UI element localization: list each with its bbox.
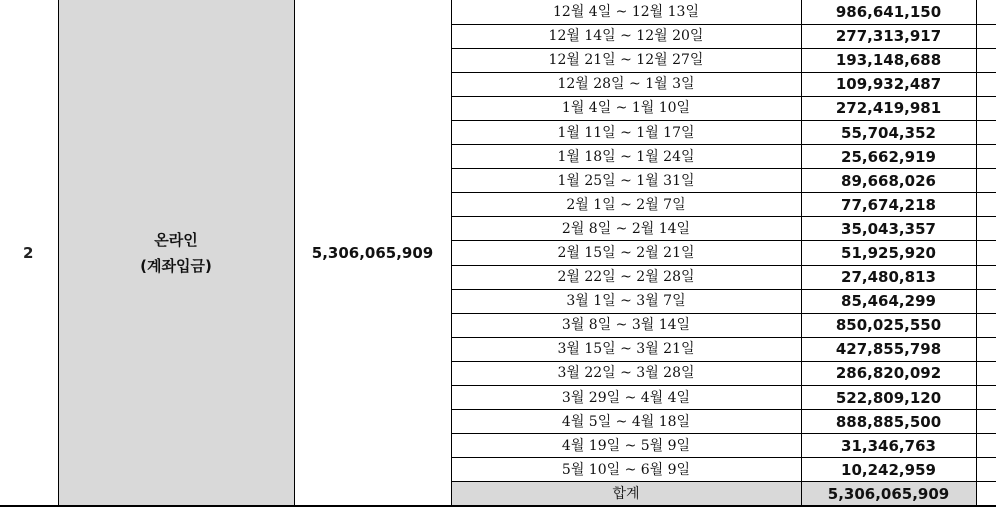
group-total-cell: 5,306,065,909: [294, 0, 451, 506]
period-cell: 3월 29일 ~ 4월 4일: [451, 386, 801, 410]
amount-cell: 109,932,487: [801, 72, 976, 96]
amount-cell: 272,419,981: [801, 96, 976, 120]
amount-cell: 51,925,920: [801, 241, 976, 265]
period-cell: 2월 8일 ~ 2월 14일: [451, 217, 801, 241]
period-cell: 1월 4일 ~ 1월 10일: [451, 96, 801, 120]
period-cell: 12월 28일 ~ 1월 3일: [451, 72, 801, 96]
period-cell: 4월 19일 ~ 5월 9일: [451, 434, 801, 458]
blank-cell: [976, 169, 996, 193]
amount-cell: 888,885,500: [801, 410, 976, 434]
period-cell: 3월 8일 ~ 3월 14일: [451, 313, 801, 337]
blank-cell: [976, 458, 996, 482]
summary-amount-cell: 5,306,065,909: [801, 482, 976, 506]
amount-cell: 522,809,120: [801, 386, 976, 410]
amount-cell: 89,668,026: [801, 169, 976, 193]
blank-cell: [976, 120, 996, 144]
amount-cell: 850,025,550: [801, 313, 976, 337]
blank-cell: [976, 265, 996, 289]
period-cell: 12월 21일 ~ 12월 27일: [451, 48, 801, 72]
amount-cell: 55,704,352: [801, 120, 976, 144]
blank-cell: [976, 482, 996, 506]
period-cell: 2월 1일 ~ 2월 7일: [451, 193, 801, 217]
period-cell: 3월 15일 ~ 3월 21일: [451, 337, 801, 361]
blank-cell: [976, 434, 996, 458]
period-cell: 1월 11일 ~ 1월 17일: [451, 120, 801, 144]
period-cell: 2월 22일 ~ 2월 28일: [451, 265, 801, 289]
blank-cell: [976, 48, 996, 72]
blank-cell: [976, 193, 996, 217]
row-number-cell: 2: [0, 0, 58, 506]
blank-cell: [976, 72, 996, 96]
amount-cell: 35,043,357: [801, 217, 976, 241]
period-cell: 1월 25일 ~ 1월 31일: [451, 169, 801, 193]
amount-cell: 31,346,763: [801, 434, 976, 458]
amount-cell: 27,480,813: [801, 265, 976, 289]
amount-cell: 986,641,150: [801, 0, 976, 24]
blank-cell: [976, 410, 996, 434]
blank-cell: [976, 289, 996, 313]
period-cell: 12월 14일 ~ 12월 20일: [451, 24, 801, 48]
payment-method-cell: [58, 0, 294, 506]
period-cell: 2월 15일 ~ 2월 21일: [451, 241, 801, 265]
amount-cell: 77,674,218: [801, 193, 976, 217]
period-cell: 1월 18일 ~ 1월 24일: [451, 145, 801, 169]
period-cell: 12월 4일 ~ 12월 13일: [451, 0, 801, 24]
blank-cell: [976, 361, 996, 385]
payment-method-sublabel: (계좌입금): [140, 256, 212, 275]
amount-cell: 427,855,798: [801, 337, 976, 361]
blank-cell: [976, 96, 996, 120]
amount-cell: 85,464,299: [801, 289, 976, 313]
blank-cell: [976, 217, 996, 241]
blank-cell: [976, 313, 996, 337]
summary-label-cell: 합계: [451, 482, 801, 506]
blank-cell: [976, 0, 996, 24]
amount-cell: 10,242,959: [801, 458, 976, 482]
period-cell: 5월 10일 ~ 6월 9일: [451, 458, 801, 482]
payment-method-label: 온라인: [154, 230, 198, 249]
blank-cell: [976, 386, 996, 410]
period-cell: 3월 1일 ~ 3월 7일: [451, 289, 801, 313]
blank-cell: [976, 145, 996, 169]
amount-cell: 193,148,688: [801, 48, 976, 72]
amount-cell: 25,662,919: [801, 145, 976, 169]
table-row: [0, 0, 996, 24]
amount-cell: 277,313,917: [801, 24, 976, 48]
amount-cell: 286,820,092: [801, 361, 976, 385]
period-cell: 3월 22일 ~ 3월 28일: [451, 361, 801, 385]
blank-cell: [976, 241, 996, 265]
blank-cell: [976, 337, 996, 361]
blank-cell: [976, 24, 996, 48]
period-cell: 4월 5일 ~ 4월 18일: [451, 410, 801, 434]
